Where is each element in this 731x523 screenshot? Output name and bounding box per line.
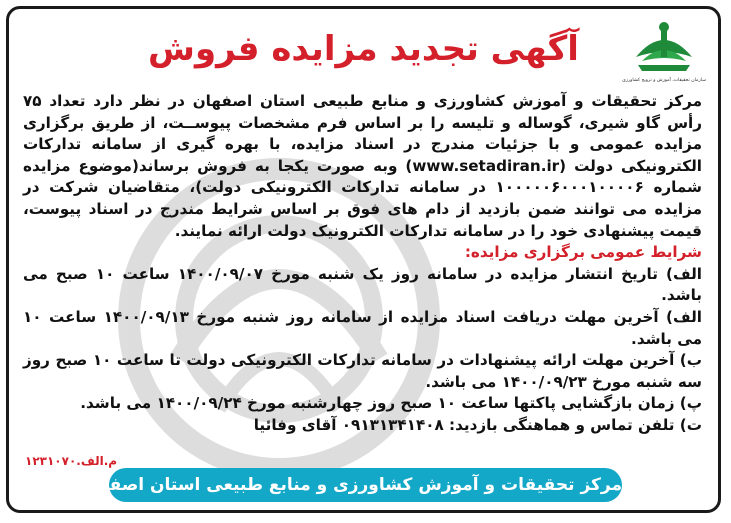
logo-caption: سازمان تحقیقات، آموزش و ترویج کشاورزی <box>622 78 706 83</box>
footer-organization-banner: مرکز تحقیقات و آموزش کشاورزی و منابع طبیعی استان اصفهان <box>109 468 622 502</box>
condition-item: الف) تاریخ انتشار مزایده در سامانه روز یک شنبه مورخ ۱۴۰۰/۰۹/۰۷ ساعت ۱۰ صبح می باشد. <box>23 264 702 305</box>
condition-item: ت) تلفن تماس و هماهنگی بازدید: ۰۹۱۳۱۳۴۱۴۰۸ آقای وفائیا <box>253 415 702 434</box>
notice-paragraph: مرکز تحقیقات و آموزش کشاورزی و منابع طبیعی استان اصفهان در نظر دارد تعداد ۷۵ رأس گاو شیری، گوساله و تلیسه را بر اساس فرم مشخصات پیوســت، از طریق برگزاری مزایده عمومی و با جزئیات مندرج در اسناد مزایده، با بهره گیری از سامانه تدارکات الکترونیکی دولت (www.setadiran.ir) وبه صورت یکجا به فروش برساند(موضوع مزایده شماره ۱۰۰۰۰۰۶۰۰۰۱۰۰۰۰۶ در سامانه تدارکات الکترونیکی دولت)، متقاضیان شرکت در مزایده می توانند ضمن بازدید از دام های فوق بر اساس شرایط مندرج در اسناد پیوست، قیمت پیشنهادی خود را در سامانه تدارکات الکترونیک دولت ارائه نمایند. <box>23 92 702 240</box>
condition-item: ب) آخرین مهلت ارائه پیشنهادات در سامانه تدارکات الکترونیکی دولت تا ساعت ۱۰ صبح روز سه شنبه مورخ ۱۴۰۰/۰۹/۲۳ می باشد. <box>23 351 703 391</box>
notice-title: آگهی تجدید مزایده فروش <box>148 29 579 69</box>
notice-frame <box>6 6 721 513</box>
notice-body <box>23 91 702 437</box>
conditions-title: شرایط عمومی برگزاری مزایده: <box>464 243 702 262</box>
condition-item: پ) زمان بازگشایی پاکتها ساعت ۱۰ صبح روز چهارشنبه مورخ ۱۴۰۰/۰۹/۲۴ می باشد. <box>80 394 702 413</box>
organization-logo <box>622 17 706 85</box>
condition-item: الف) آخرین مهلت دریافت اسناد مزایده از سامانه روز شنبه مورخ ۱۴۰۰/۰۹/۱۳ ساعت ۱۰ می باشد. <box>23 307 702 348</box>
notice-code: م.الف.۱۲۳۱۰۷۰ <box>25 454 118 468</box>
